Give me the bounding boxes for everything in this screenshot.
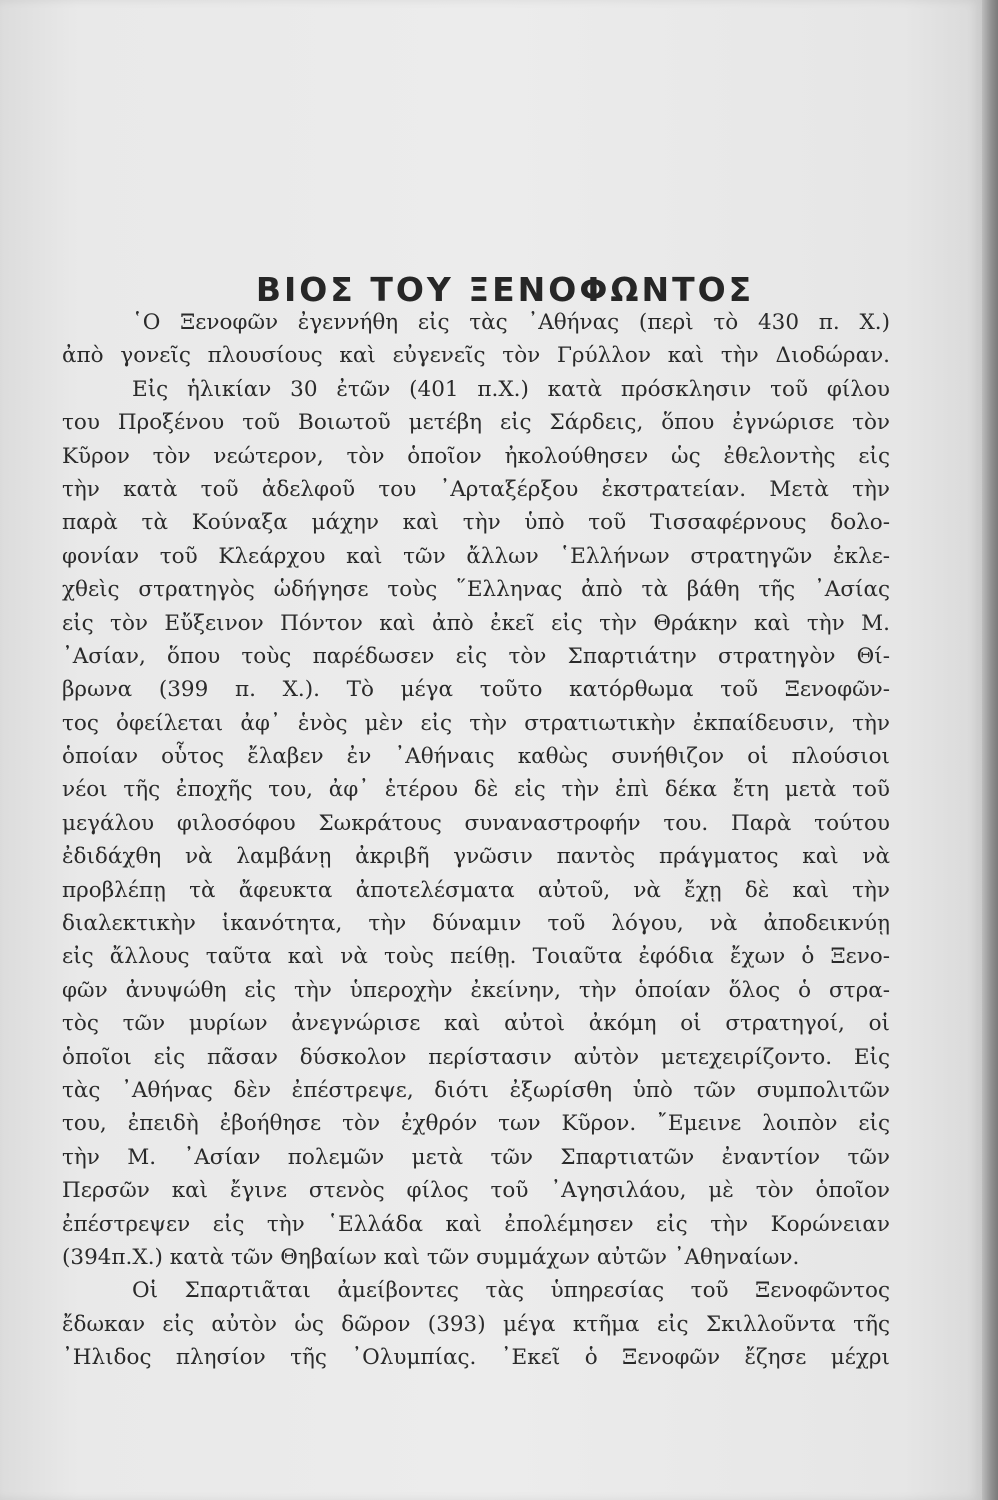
text-line: του Προξένου τοῦ Βοιωτοῦ μετέβη εἰς Σάρδεις, ὅπου ἐγνώρισε τὸν: [62, 410, 890, 436]
text-line: φονίαν τοῦ Κλεάρχου καὶ τῶν ἄλλων ῾Ελλήνων στρατηγῶν ἐκλε-: [62, 543, 890, 569]
text-line: Οἱ Σπαρτιᾶται ἀμείβοντες τὰς ὑπηρεσίας τοῦ Ξενοφῶντος: [132, 1278, 890, 1304]
page-title: ΒΙΟΣ ΤΟΥ ΞΕΝΟΦΩΝΤΟΣ: [255, 270, 755, 310]
text-line: φῶν ἀνυψώθη εἰς τὴν ὑπεροχὴν ἐκείνην, τὴν ὁποίαν ὅλος ὁ στρα-: [62, 977, 890, 1003]
text-line: του, ἐπειδὴ ἐβοήθησε τὸν ἐχθρόν των Κῦρον. ῎Εμεινε λοιπὸν εἰς: [62, 1111, 890, 1137]
text-line: διαλεκτικὴν ἱκανότητα, τὴν δύναμιν τοῦ λόγου, νὰ ἀποδεικνύῃ: [62, 911, 890, 937]
text-line: (394π.Χ.) κατὰ τῶν Θηβαίων καὶ τῶν συμμάχων αὐτῶν ᾽Αθηναίων.: [62, 1244, 800, 1270]
text-line: ἀπὸ γονεῖς πλουσίους καὶ εὐγενεῖς τὸν Γρύλλον καὶ τὴν Διοδώραν.: [62, 343, 890, 369]
text-line: τὴν κατὰ τοῦ ἀδελφοῦ του ᾽Αρταξέρξου ἐκστρατείαν. Μετὰ τὴν: [62, 476, 890, 502]
text-line: νέοι τῆς ἐποχῆς του, ἀφ᾽ ἑτέρου δὲ εἰς τὴν ἐπὶ δέκα ἔτη μετὰ τοῦ: [62, 777, 890, 803]
text-line: ἔδωκαν εἰς αὐτὸν ὡς δῶρον (393) μέγα κτῆμα εἰς Σκιλλοῦντα τῆς: [62, 1311, 890, 1337]
page-edge: [982, 0, 998, 1500]
text-line: ᾽Ασίαν, ὅπου τοὺς παρέδωσεν εἰς τὸν Σπαρτιάτην στρατηγὸν Θί-: [62, 643, 890, 669]
text-line: βρωνα (399 π. Χ.). Τὸ μέγα τοῦτο κατόρθωμα τοῦ Ξενοφῶν-: [62, 677, 890, 703]
text-line: μεγάλου φιλοσόφου Σωκράτους συναναστροφήν του. Παρὰ τούτου: [62, 810, 890, 836]
text-line: ὁποῖοι εἰς πᾶσαν δύσκολον περίστασιν αὐτὸν μετεχειρίζοντο. Εἰς: [62, 1044, 890, 1070]
text-line: ἐπέστρεψεν εἰς τὴν ῾Ελλάδα καὶ ἐπολέμησεν εἰς τὴν Κορώνειαν: [62, 1211, 890, 1237]
text-line: τὴν Μ. ᾽Ασίαν πολεμῶν μετὰ τῶν Σπαρτιατῶν ἐναντίον τῶν: [62, 1144, 890, 1170]
text-line: χθεὶς στρατηγὸς ὡδήγησε τοὺς ῞Ελληνας ἀπὸ τὰ βάθη τῆς ᾽Ασίας: [62, 577, 890, 603]
text-line: παρὰ τὰ Κούναξα μάχην καὶ τὴν ὑπὸ τοῦ Τισσαφέρνους δολο-: [62, 510, 890, 536]
text-line: εἰς ἄλλους ταῦτα καὶ νὰ τοὺς πείθῃ. Τοιαῦτα ἐφόδια ἔχων ὁ Ξενο-: [62, 944, 890, 970]
text-line: ἐδιδάχθη νὰ λαμβάνῃ ἀκριβῆ γνῶσιν παντὸς πράγματος καὶ νὰ: [62, 844, 890, 870]
text-line: προβλέπῃ τὰ ἄφευκτα ἀποτελέσματα αὐτοῦ, νὰ ἔχῃ δὲ καὶ τὴν: [62, 877, 890, 903]
text-line: τὰς ᾽Αθήνας δὲν ἐπέστρεψε, διότι ἐξωρίσθη ὑπὸ τῶν συμπολιτῶν: [62, 1077, 890, 1103]
text-line: τὸς τῶν μυρίων ἀνεγνώρισε καὶ αὐτοὶ ἀκόμη οἱ στρατηγοί, οἱ: [62, 1011, 890, 1037]
text-line: Κῦρον τὸν νεώτερον, τὸν ὁποῖον ἠκολούθησεν ὡς ἐθελοντὴς εἰς: [62, 443, 890, 469]
text-line: τος ὀφείλεται ἀφ᾽ ἑνὸς μὲν εἰς τὴν στρατιωτικὴν ἐκπαίδευσιν, τὴν: [62, 710, 890, 736]
text-line: εἰς τὸν Εὔξεινον Πόντον καὶ ἀπὸ ἐκεῖ εἰς τὴν Θράκην καὶ τὴν Μ.: [62, 610, 890, 636]
text-line: Περσῶν καὶ ἔγινε στενὸς φίλος τοῦ ᾽Αγησιλάου, μὲ τὸν ὁποῖον: [62, 1178, 890, 1204]
text-line: ᾽Ηλιδος πλησίον τῆς ᾽Ολυμπίας. ᾽Εκεῖ ὁ Ξενοφῶν ἔζησε μέχρι: [62, 1345, 890, 1371]
text-line: Εἰς ἡλικίαν 30 ἐτῶν (401 π.Χ.) κατὰ πρόσκλησιν τοῦ φίλου: [132, 376, 890, 402]
text-line: ὁποίαν οὗτος ἔλαβεν ἐν ᾽Αθήναις καθὼς συνήθιζον οἱ πλούσιοι: [62, 744, 890, 770]
body-text: [62, 306, 890, 1375]
text-line: ῾Ο Ξενοφῶν ἐγεννήθη εἰς τὰς ᾽Αθήνας (περὶ τὸ 430 π. Χ.): [132, 310, 890, 335]
